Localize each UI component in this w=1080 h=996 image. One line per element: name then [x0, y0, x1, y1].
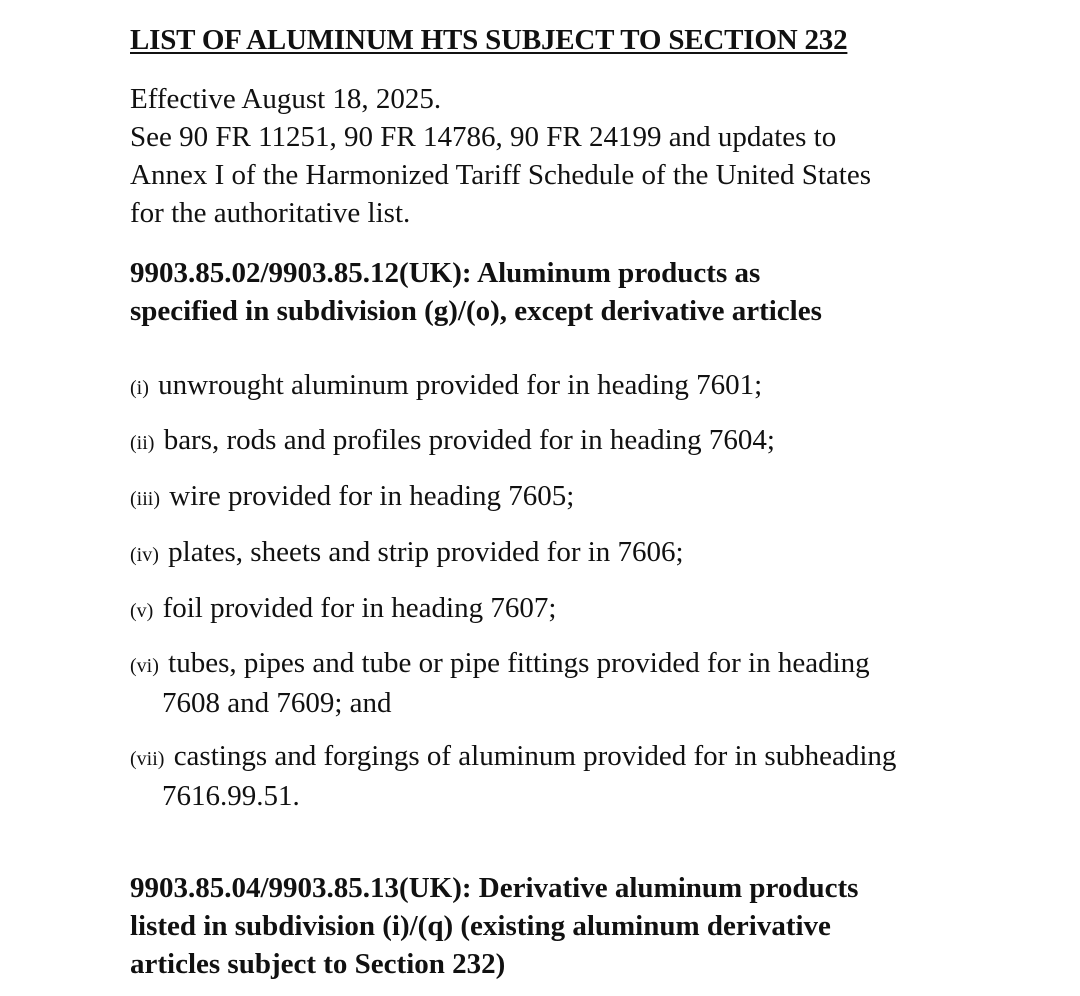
- item-number: (ii): [130, 432, 155, 454]
- intro-line: for the authoritative list.: [130, 197, 411, 229]
- section-heading-aluminum-products: [130, 254, 1010, 330]
- item-text: foil provided for in heading 7607;: [162, 592, 557, 624]
- item-text: unwrought aluminum provided for in heading 7601;: [158, 369, 763, 401]
- item-text-continuation: 7608 and 7609; and: [162, 687, 392, 719]
- item-number: (iii): [130, 488, 160, 510]
- intro-line: Annex I of the Harmonized Tariff Schedule of the United States: [130, 159, 872, 191]
- item-text: plates, sheets and strip provided for in 7606;: [168, 536, 684, 568]
- list-item: [130, 590, 1030, 630]
- list-item: [130, 534, 1030, 574]
- list-item: [130, 367, 1030, 407]
- list-item: [130, 645, 1030, 722]
- item-number: (iv): [130, 544, 159, 566]
- item-number: (i): [130, 377, 149, 399]
- heading-line: specified in subdivision (g)/(o), except derivative articles: [130, 295, 822, 327]
- heading-line: listed in subdivision (i)/(q) (existing aluminum derivative: [130, 910, 831, 942]
- intro-line: See 90 FR 11251, 90 FR 14786, 90 FR 24199 and updates to: [130, 121, 837, 153]
- heading-line: 9903.85.02/9903.85.12(UK): Aluminum products as: [130, 257, 761, 289]
- item-number: (vii): [130, 748, 165, 770]
- heading-line: 9903.85.04/9903.85.13(UK): Derivative aluminum products: [130, 872, 859, 904]
- item-text: bars, rods and profiles provided for in heading 7604;: [163, 424, 775, 456]
- item-text: tubes, pipes and tube or pipe fittings provided for in heading: [168, 647, 870, 679]
- item-number: (vi): [130, 655, 159, 677]
- list-item: [130, 478, 1030, 518]
- item-text: castings and forgings of aluminum provided for in subheading: [173, 740, 897, 772]
- list-item: [130, 422, 1030, 462]
- heading-line: articles subject to Section 232): [130, 948, 506, 980]
- intro-paragraph: [130, 80, 990, 232]
- item-number: (v): [130, 600, 154, 622]
- item-text-continuation: 7616.99.51.: [162, 780, 300, 812]
- list-item: [130, 738, 1030, 815]
- effective-date: Effective August 18, 2025.: [130, 83, 442, 115]
- section-heading-derivative-products: [130, 869, 1010, 983]
- item-text: wire provided for in heading 7605;: [169, 480, 575, 512]
- document-title: LIST OF ALUMINUM HTS SUBJECT TO SECTION 232: [130, 24, 848, 56]
